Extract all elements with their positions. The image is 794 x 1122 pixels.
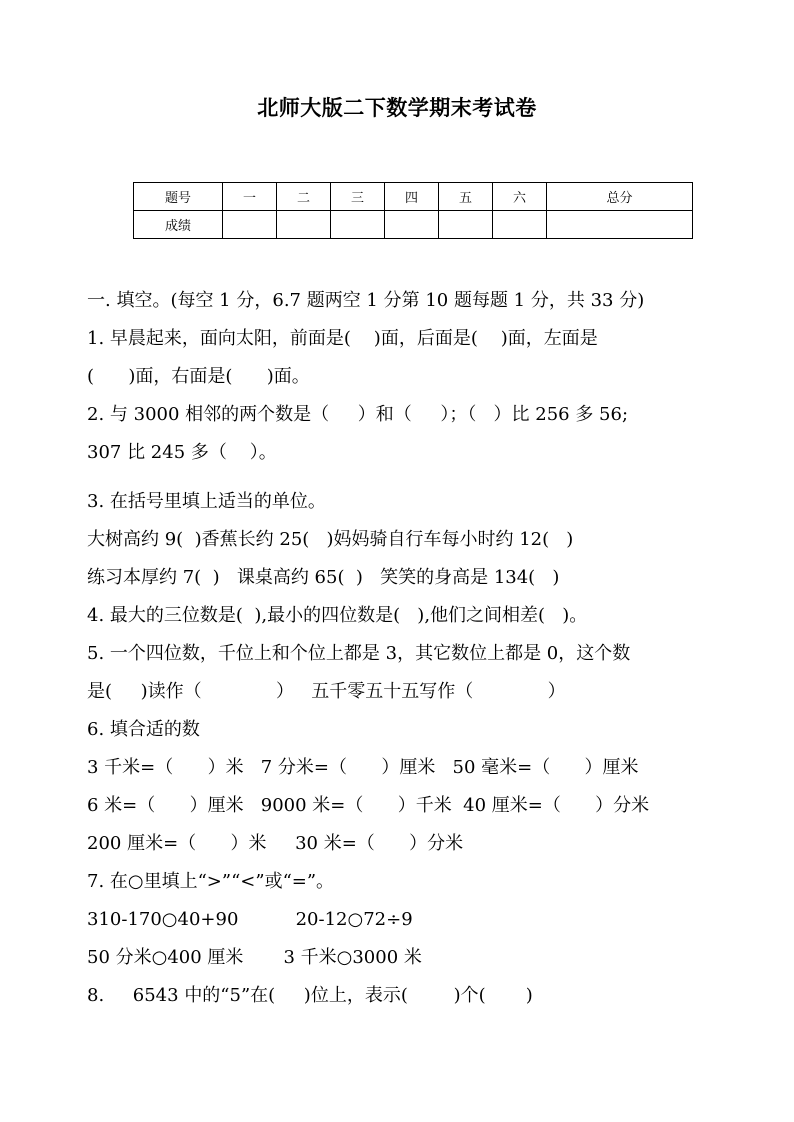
question-6-line-3: 200 厘米=（ ）米 30 米=（ ）分米: [87, 833, 464, 854]
header-cell-6: 六: [493, 183, 547, 211]
score-table-header-row: [134, 183, 693, 211]
score-table-score-row: [134, 211, 693, 239]
score-cell-2: [277, 211, 331, 239]
question-6-line-2: 6 米=（ ）厘米 9000 米=（ ）千米 40 厘米=（ ）分米: [87, 795, 650, 816]
header-cell-2: 二: [277, 183, 331, 211]
question-2-line-1: 2. 与 3000 相邻的两个数是（ ）和（ ）；（ ）比 256 多 56;: [87, 404, 629, 425]
question-6-heading: 6. 填合适的数: [87, 719, 200, 740]
section-1-heading: 一. 填空。(每空 1 分，6.7 题两空 1 分第 10 题每题 1 分，共 33 分): [87, 290, 645, 311]
question-8: 8. 6543 中的“5”在( )位上，表示( )个( ): [87, 985, 533, 1006]
header-cell-total: 总分: [547, 183, 693, 211]
score-cell-3: [331, 211, 385, 239]
question-3-line-1: 大树高约 9( )香蕉长约 25( )妈妈骑自行车每小时约 12( ): [87, 529, 574, 550]
header-cell-1: 一: [223, 183, 277, 211]
question-1-line-2: ( )面，右面是( )面。: [87, 366, 310, 387]
score-cell-1: [223, 211, 277, 239]
question-3-heading: 3. 在括号里填上适当的单位。: [87, 491, 326, 512]
question-6-line-1: 3 千米=（ ）米 7 分米=（ ）厘米 50 毫米=（ ）厘米: [87, 757, 639, 778]
score-cell-total: [547, 211, 693, 239]
header-cell-4: 四: [385, 183, 439, 211]
question-7-line-2: 50 分米○400 厘米 3 千米○3000 米: [87, 947, 422, 968]
score-cell-5: [439, 211, 493, 239]
question-5-line-2: 是( )读作（ ） 五千零五十五写作（ ）: [87, 681, 566, 702]
question-3-line-2: 练习本厚约 7( ) 课桌高约 65( ) 笑笑的身高是 134( ): [87, 567, 560, 588]
score-table: [133, 182, 693, 239]
question-2-line-2: 307 比 245 多（ ）。: [87, 442, 277, 463]
page-title: 北师大版二下数学期末考试卷: [257, 96, 537, 120]
header-cell-5: 五: [439, 183, 493, 211]
score-cell-6: [493, 211, 547, 239]
score-cell-4: [385, 211, 439, 239]
question-7-line-1: 310-170○40+90 20-12○72÷9: [87, 909, 413, 930]
question-1-line-1: 1. 早晨起来，面向太阳，前面是( )面，后面是( )面，左面是: [87, 328, 598, 349]
question-5-line-1: 5. 一个四位数，千位上和个位上都是 3，其它数位上都是 0，这个数: [87, 643, 631, 664]
score-row-label: 成绩: [134, 211, 223, 239]
header-cell-3: 三: [331, 183, 385, 211]
header-cell-question-number: 题号: [134, 183, 223, 211]
question-4: 4. 最大的三位数是( ),最小的四位数是( ),他们之间相差( )。: [87, 605, 588, 626]
question-7-heading: 7. 在○里填上“>”“<”或“=”。: [87, 871, 335, 892]
